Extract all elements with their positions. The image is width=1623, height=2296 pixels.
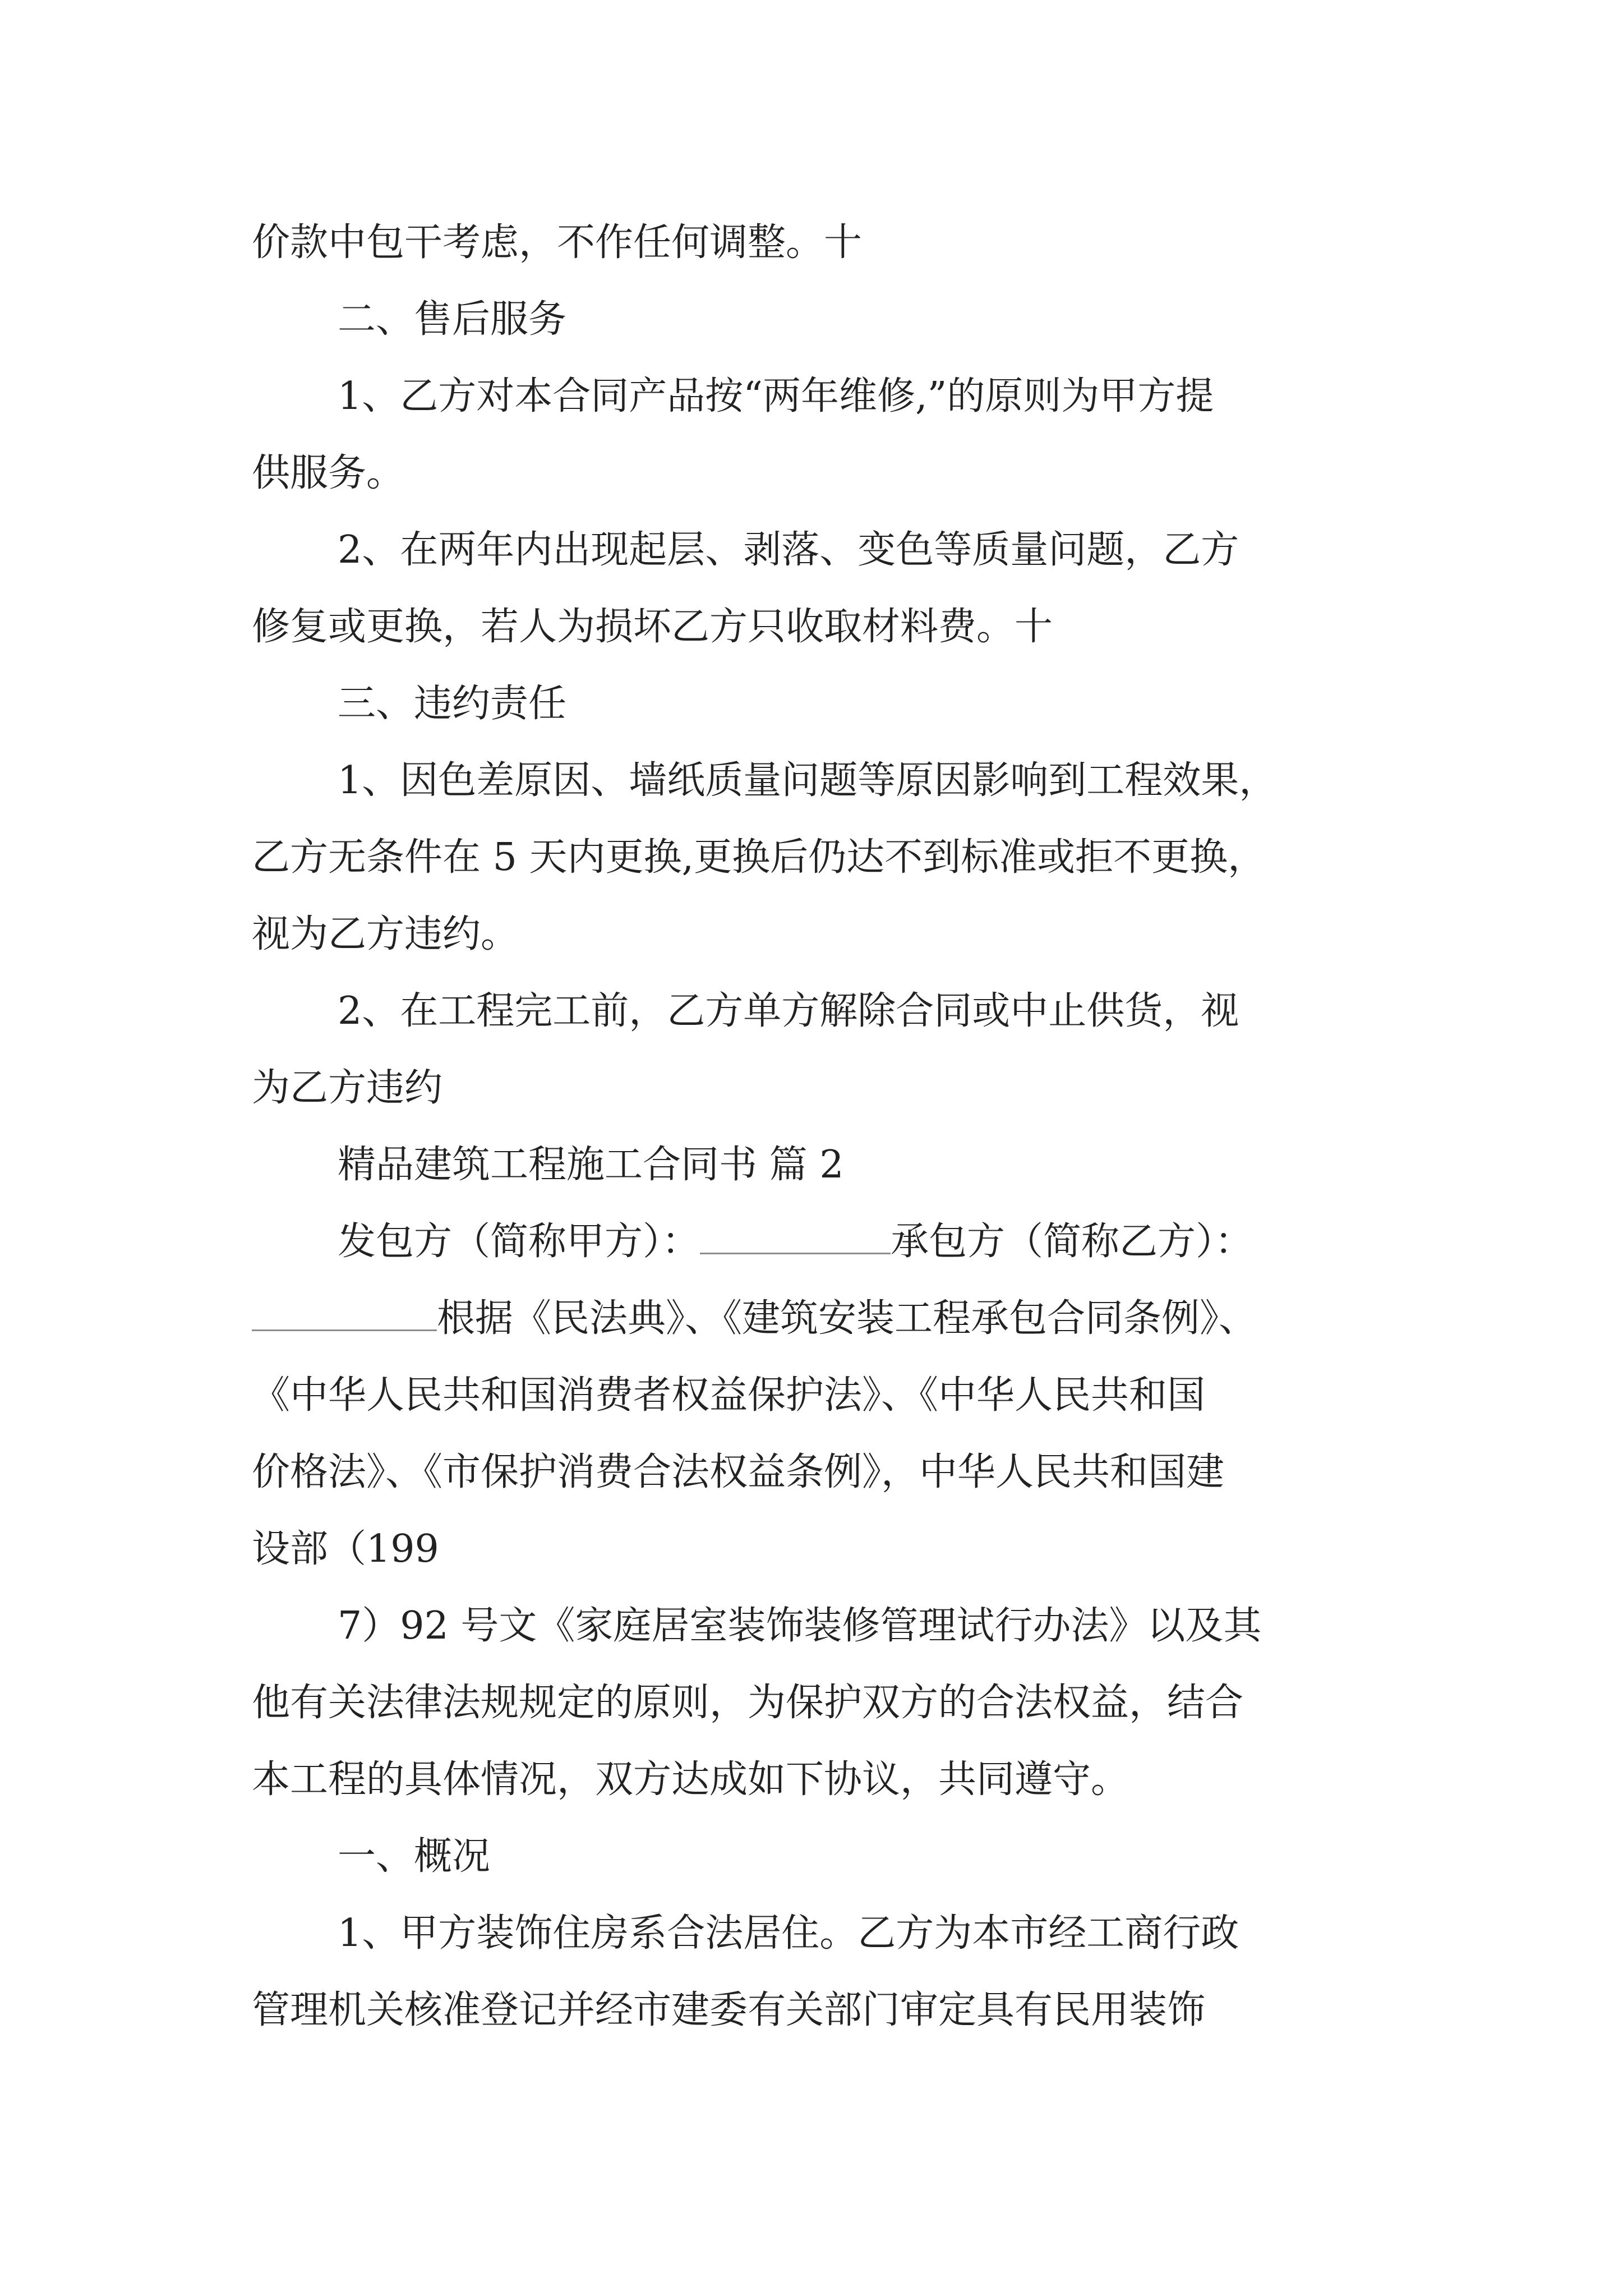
basis-line: [252, 1282, 1385, 1355]
party-a-label: 发包方（简称甲方）：: [338, 1220, 700, 1264]
paragraph-line: 价款中包干考虑，不作任何调整。十: [252, 220, 863, 265]
party-line: [338, 1205, 1386, 1278]
paragraph-line: 价格法》、《市保护消费合法权益条例》，中华人民共和国建: [252, 1450, 1225, 1494]
paragraph-line: 他有关法律法规规定的原则，为保护双方的合法权益，结合: [252, 1681, 1244, 1725]
paragraph-line: 2、在工程完工前，乙方单方解除合同或中止供货，视: [338, 989, 1239, 1033]
paragraph-line: 视为乙方违约。: [252, 912, 519, 956]
party-b-blank: [252, 1292, 437, 1331]
paragraph-line: 为乙方违约: [252, 1066, 443, 1110]
section-heading-overview: 一、概况: [338, 1834, 491, 1879]
paragraph-line: 1、甲方装饰住房系合法居住。乙方为本市经工商行政: [338, 1911, 1239, 1955]
party-b-label: 承包方（简称乙方）：: [891, 1220, 1253, 1264]
paragraph-line: 7）92 号文《家庭居室装饰装修管理试行办法》以及其: [338, 1604, 1262, 1648]
paragraph-line: 乙方无条件在 5 天内更换,更换后仍达不到标准或拒不更换，: [252, 835, 1266, 880]
paragraph-line: 2、在两年内出现起层、剥落、变色等质量问题，乙方: [338, 528, 1239, 572]
contract-subtitle: 精品建筑工程施工合同书 篇 2: [338, 1143, 844, 1187]
paragraph-line: 设部（199: [252, 1527, 439, 1571]
party-a-blank: [700, 1216, 891, 1254]
section-heading-after-sales: 二、售后服务: [338, 297, 567, 342]
paragraph-line: 修复或更换，若人为损坏乙方只收取材料费。十: [252, 605, 1053, 649]
paragraph-line: 本工程的具体情况，双方达成如下协议，共同遵守。: [252, 1757, 1129, 1802]
section-heading-breach: 三、违约责任: [338, 682, 567, 726]
paragraph-line: 1、乙方对本合同产品按“两年维修,”的原则为甲方提: [338, 374, 1214, 418]
paragraph-line: 管理机关核准登记并经市建委有关部门审定具有民用装饰: [252, 1988, 1206, 2032]
basis-text: 根据《民法典》、《建筑安装工程承包合同条例》、: [437, 1296, 1257, 1341]
paragraph-line: 1、因色差原因、墙纸质量问题等原因影响到工程效果，: [338, 758, 1278, 803]
paragraph-line: 《中华人民共和国消费者权益保护法》、《中华人民共和国: [252, 1373, 1206, 1418]
paragraph-line: 供服务。: [252, 451, 405, 495]
